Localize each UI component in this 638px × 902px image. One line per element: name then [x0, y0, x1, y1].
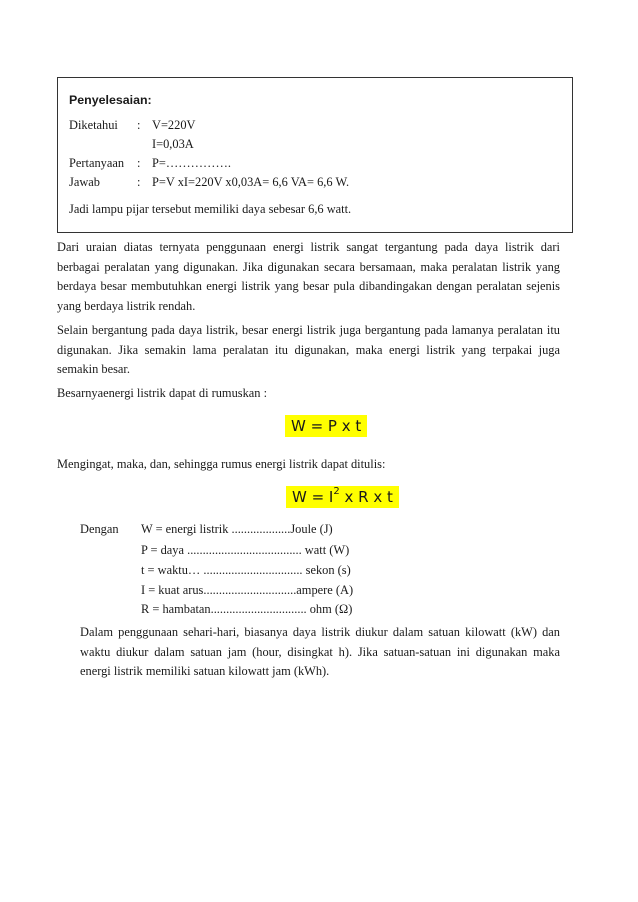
solution-heading: Penyelesaian: — [69, 93, 152, 107]
formula-left: W = I — [292, 488, 334, 506]
definition-row: t = waktu… ................................ sekon (s) — [141, 563, 351, 577]
definitions-intro: Dengan — [80, 522, 119, 536]
definition-row: P = daya ..................................... watt (W) — [141, 543, 350, 557]
paragraph-2: Selain bergantung pada daya listrik, besar energi listrik juga bergantung pada lamanya peralatan itu digunakan. Jika semakin lama peralatan itu digunakan, maka energi listrik yang terpakai juga semakin besar. — [57, 323, 560, 377]
row-value: P=……………. — [152, 156, 231, 170]
formula-exponent: 2 — [333, 486, 340, 497]
energy-formula-resistance — [286, 486, 399, 508]
row-colon: : — [137, 118, 141, 132]
paragraph-3: Besarnyaenergi listrik dapat di rumuskan : — [57, 386, 268, 400]
definition-row: W = energi listrik ...................Joule (J) — [141, 522, 333, 536]
row-value: V=220V — [152, 118, 196, 132]
row-label: Diketahui — [69, 118, 118, 132]
definition-row: R = hambatan............................... ohm (Ω) — [141, 602, 353, 616]
row-label: Pertanyaan — [69, 156, 125, 170]
paragraph-5: Dalam penggunaan sehari-hari, biasanya daya listrik diukur dalam satuan kilowatt (kW) dan waktu diukur dalam satuan jam (hour, disingkat h). Jika satuan-satuan ini digunakan maka energi listrik memiliki satuan kilowatt jam (kWh). — [80, 625, 560, 679]
paragraph-1: Dari uraian diatas ternyata penggunaan energi listrik sangat tergantung pada daya listrik dari berbagai peralatan yang digunakan. Jika digunakan secara bersamaan, maka peralatan listrik yang berdaya besar membutuhkan energi listrik yang besar pula dibandingakan dengan peralatan sejenis yang berdaya listrik rendah. — [57, 240, 560, 314]
formula-right: x R x t — [339, 488, 393, 506]
definition-row: I = kuat arus..............................ampere (A) — [141, 583, 354, 597]
row-value: P=V xI=220V x0,03A= 6,6 VA= 6,6 W. — [152, 175, 350, 189]
row-colon: : — [137, 175, 141, 189]
solution-conclusion: Jadi lampu pijar tersebut memiliki daya sebesar 6,6 watt. — [69, 202, 352, 216]
paragraph-4: Mengingat, maka, dan, sehingga rumus energi listrik dapat ditulis: — [57, 457, 386, 471]
energy-formula-power: W = P x t — [285, 415, 367, 437]
row-label: Jawab — [69, 175, 100, 189]
row-colon: : — [137, 156, 141, 170]
solution-box — [57, 77, 573, 233]
row-value: I=0,03A — [152, 137, 194, 151]
